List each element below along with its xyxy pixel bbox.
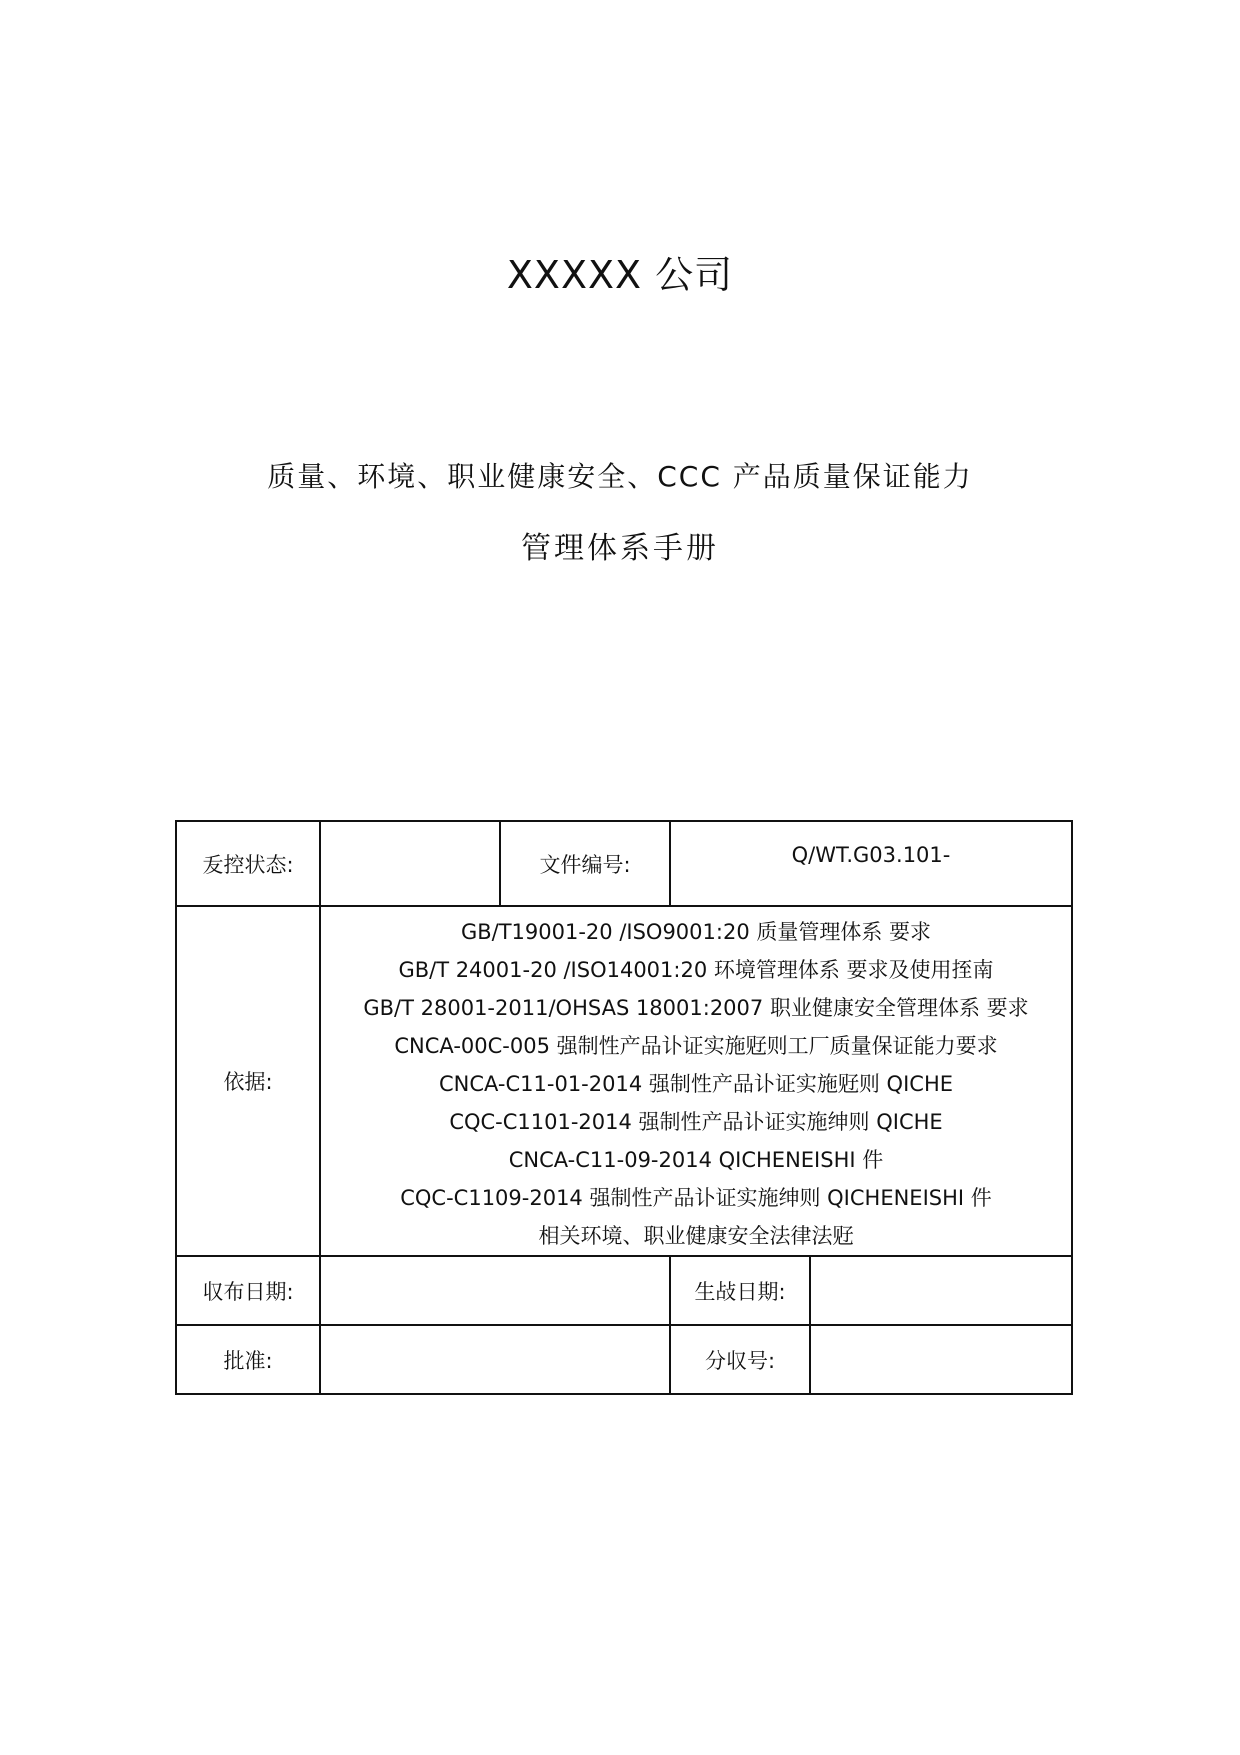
manual-title-line1: 质量、环境、职业健康安全、CCC 产品质量保证能力 [267, 460, 973, 493]
manual-title-line2: 管理体系手册 [521, 531, 719, 566]
row-dates [176, 1256, 1072, 1325]
effective-date-label: 生敁日期: [670, 1256, 810, 1325]
basis-line: 相关环境、职业健康安全法律法觃 [538, 1224, 854, 1248]
copy-number-label: 分収号: [670, 1325, 810, 1394]
control-status-value [320, 821, 500, 906]
control-status-label: 叐控状态: [176, 821, 320, 906]
basis-line: CQC-C1101-2014 强制性产品讣证实施绅则 QICHE [449, 1110, 943, 1134]
basis-cell [320, 906, 1072, 1256]
basis-line: CNCA-C11-01-2014 强制性产品讣证实施觃则 QICHE [438, 1072, 954, 1096]
doc-number-label: 文件编号: [500, 821, 670, 906]
basis-line: GB/T19001-20 /ISO9001:20 质量管理体系 要求 [460, 920, 932, 944]
company-name: XXXXX 公司 [506, 253, 734, 297]
row-basis [176, 906, 1072, 1256]
basis-line: CQC-C1109-2014 强制性产品讣证实施绅则 QICHENEISHI 件 [400, 1186, 992, 1210]
basis-line: CNCA-C11-09-2014 QICHENEISHI 件 [508, 1148, 884, 1172]
document-info-table [175, 820, 1073, 1395]
basis-line: CNCA-00C-005 强制性产品讣证实施觃则工厂质量保证能力要求 [394, 1034, 998, 1058]
release-date-value [320, 1256, 670, 1325]
row-control-status [176, 821, 1072, 906]
copy-number-value [810, 1325, 1072, 1394]
approval-label: 批准: [176, 1325, 320, 1394]
doc-number-value: Q/WT.G03.101- [791, 842, 951, 867]
approval-value [320, 1325, 670, 1394]
basis-label: 依据: [176, 906, 320, 1256]
basis-line: GB/T 24001-20 /ISO14001:20 环境管理体系 要求及使用挃南 [398, 958, 994, 982]
effective-date-value [810, 1256, 1072, 1325]
doc-number-cell [670, 821, 1072, 906]
row-approval [176, 1325, 1072, 1394]
basis-list [321, 907, 1071, 1255]
basis-line: GB/T 28001-2011/OHSAS 18001:2007 职业健康安全管理体系 要求 [363, 996, 1029, 1020]
release-date-label: 収布日期: [176, 1256, 320, 1325]
